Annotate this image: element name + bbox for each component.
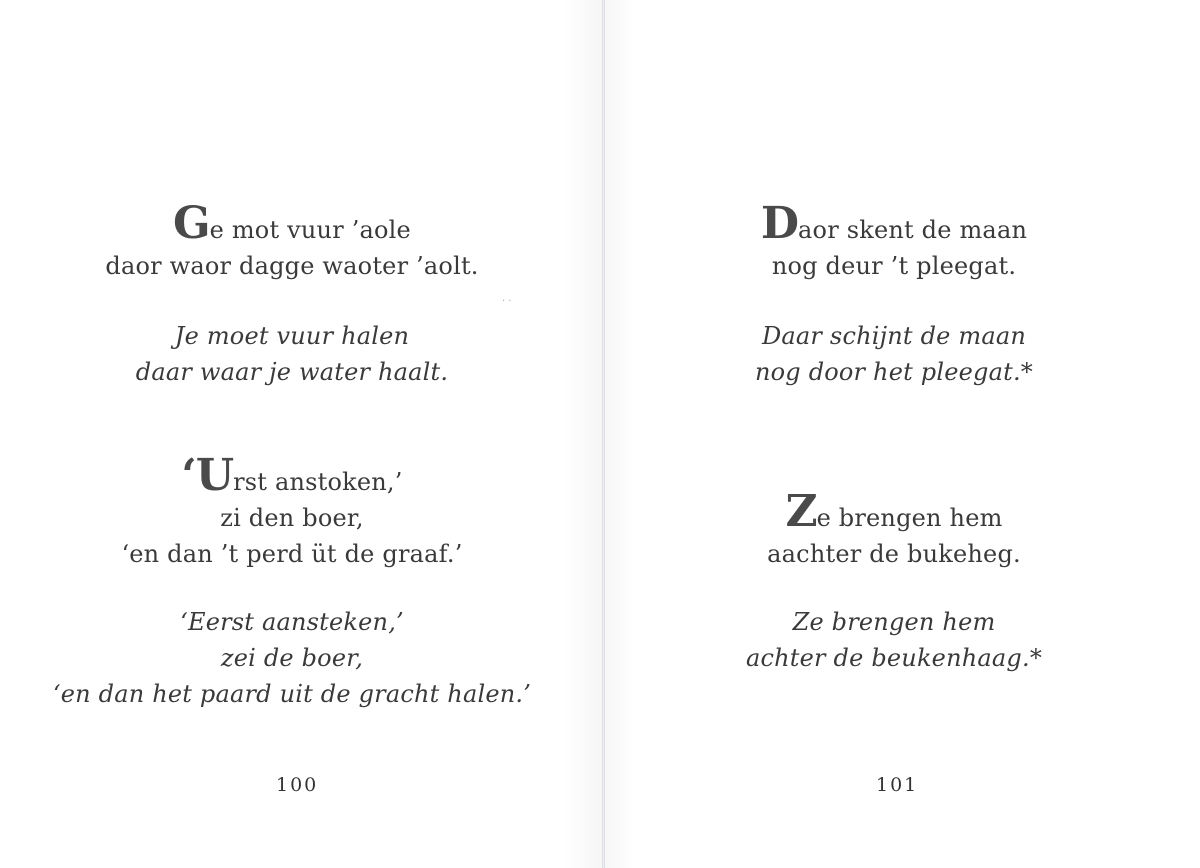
- translation-line: daar waar je water haalt.: [135, 358, 449, 386]
- proverb-2-dialect: [32, 450, 552, 572]
- proverb-line: aachter de bukeheg.: [767, 540, 1021, 568]
- translation-line: achter de beukenhaag.*: [745, 644, 1043, 672]
- translation-line: Daar schijnt de maan: [761, 322, 1027, 350]
- print-speck: · ·: [502, 296, 512, 307]
- proverb-line-text: e brengen hem: [816, 504, 1003, 532]
- proverb-line: [32, 198, 552, 249]
- proverb-line-text: e mot vuur ’aole: [209, 216, 411, 244]
- book-gutter: [602, 0, 605, 868]
- proverb-line: daor waor dagge waoter ’aolt.: [105, 252, 479, 280]
- proverb-line: [634, 198, 1154, 249]
- page-number: 100: [276, 774, 319, 796]
- drop-cap: D: [760, 198, 799, 249]
- proverb-line: zi den boer,: [220, 504, 364, 532]
- proverb-1-dialect: [32, 198, 552, 284]
- translation-line: ‘en dan het paard uit de gracht halen.’: [52, 680, 532, 708]
- drop-cap: Z: [785, 486, 817, 537]
- proverb-line-text: rst anstoken,’: [233, 468, 403, 496]
- translation-line: Ze brengen hem: [792, 608, 996, 636]
- page-number: 101: [876, 774, 919, 796]
- proverb-line: [634, 486, 1154, 537]
- translation-line: nog door het pleegat.*: [755, 358, 1033, 386]
- translation-line: ‘Eerst aansteken,’: [180, 608, 404, 636]
- drop-cap: G: [173, 198, 210, 249]
- drop-cap: U: [195, 450, 234, 501]
- proverb-line-text: aor skent de maan: [798, 216, 1028, 244]
- proverb-line: [32, 450, 552, 501]
- proverb-4-translation: [634, 604, 1154, 676]
- proverb-4-dialect: [634, 486, 1154, 572]
- right-page: [604, 0, 1200, 868]
- translation-line: zei de boer,: [220, 644, 364, 672]
- gutter-shadow: [564, 0, 604, 868]
- gutter-shadow: [604, 0, 634, 868]
- proverb-3-translation: [634, 318, 1154, 390]
- proverb-2-translation: [32, 604, 552, 712]
- proverb-1-translation: [32, 318, 552, 390]
- opening-quote: ‘: [181, 450, 196, 501]
- proverb-3-dialect: [634, 198, 1154, 284]
- translation-line: Je moet vuur halen: [174, 322, 410, 350]
- proverb-line: nog deur ’t pleegat.: [771, 252, 1017, 280]
- proverb-line: ‘en dan ’t perd üt de graaf.’: [121, 540, 463, 568]
